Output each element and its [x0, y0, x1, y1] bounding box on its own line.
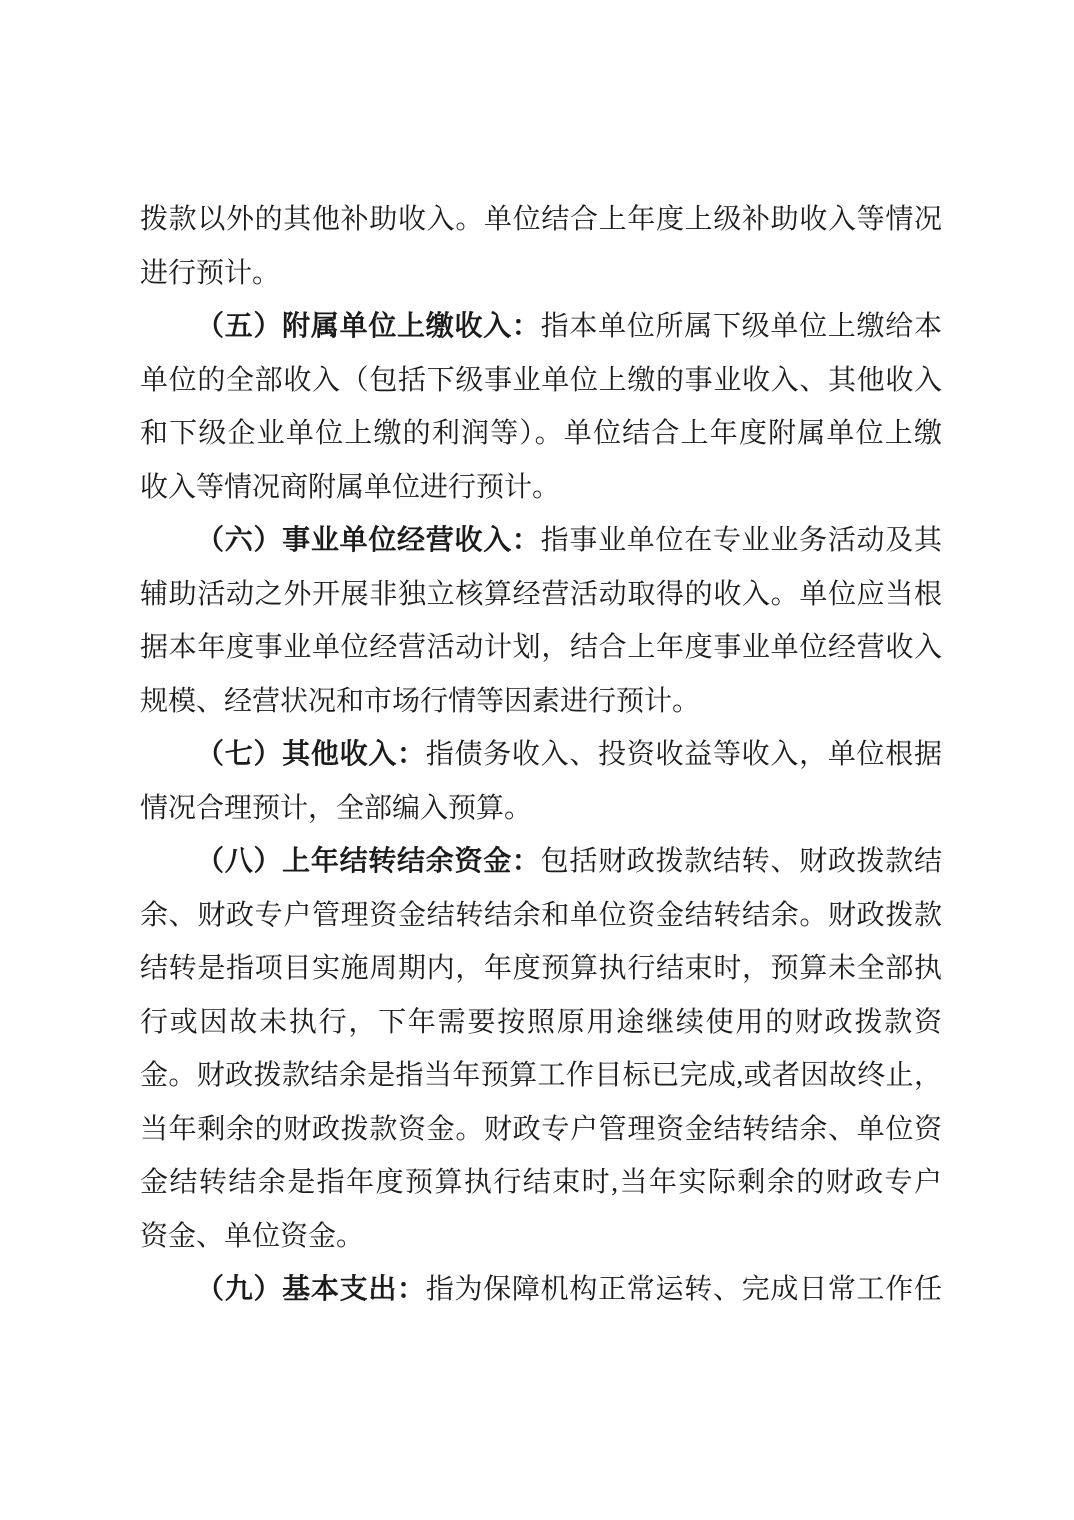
text-line: [140, 1103, 942, 1157]
body-text: 包括财政拨款结转、财政拨款结: [540, 846, 942, 877]
text-line: [140, 1049, 942, 1103]
body-text: 指债务收入、投资收益等收入，单位根据: [425, 739, 942, 770]
section-label: （五）附属单位上缴收入：: [196, 311, 541, 342]
body-text: 情况合理预计，全部编入预算。: [140, 792, 533, 824]
body-text: 资金、单位资金。: [140, 1220, 365, 1252]
section-label: （七）其他收入：: [196, 739, 426, 770]
body-text: 拨款以外的其他补助收入。单位结合上年度上级补助收入等情况: [140, 204, 942, 235]
section-label: （九）基本支出：: [196, 1274, 426, 1305]
text-line: [140, 407, 942, 461]
text-line: [140, 300, 942, 354]
body-text: 指本单位所属下级单位上缴给本: [540, 311, 942, 342]
text-line: [140, 782, 942, 836]
body-text: 进行预计。: [140, 257, 281, 289]
body-text: 余、财政专户管理资金结转结余和单位资金结转结余。财政拨款: [140, 899, 942, 931]
text-line: [140, 835, 942, 889]
text-line: [140, 247, 942, 301]
body-text: 辅助活动之外开展非独立核算经营活动取得的收入。单位应当根: [140, 578, 942, 610]
body-text: 行或因故未执行，下年需要按照原用途继续使用的财政拨款资: [140, 1006, 942, 1038]
text-line: [140, 514, 942, 568]
body-text: 据本年度事业单位经营活动计划，结合上年度事业单位经营收入: [140, 632, 942, 663]
body-text: 金结转结余是指年度预算执行结束时,当年实际剩余的财政专户: [140, 1167, 942, 1198]
text-line: [140, 942, 942, 996]
body-text: 当年剩余的财政拨款资金。财政专户管理资金结转结余、单位资: [140, 1113, 942, 1145]
text-line: [140, 193, 942, 247]
body-text: 金。财政拨款结余是指当年预算工作目标已完成,或者因故终止，: [140, 1060, 942, 1091]
text-line: [140, 675, 942, 729]
document-text-block: [140, 193, 942, 1317]
body-text: 结转是指项目实施周期内，年度预算执行结束时，预算未全部执: [140, 953, 942, 984]
body-text: 规模、经营状况和市场行情等因素进行预计。: [140, 685, 701, 717]
text-line: [140, 1210, 942, 1264]
text-line: [140, 889, 942, 943]
text-line: [140, 461, 942, 515]
body-text: 收入等情况商附属单位进行预计。: [140, 471, 561, 503]
body-text: 指事业单位在专业业务活动及其: [540, 525, 942, 556]
section-label: （六）事业单位经营收入：: [196, 525, 541, 556]
body-text: 单位的全部收入（包括下级事业单位上缴的事业收入、其他收入: [140, 364, 942, 396]
text-line: [140, 1156, 942, 1210]
body-text: 指为保障机构正常运转、完成日常工作任: [425, 1274, 942, 1305]
text-line: [140, 568, 942, 622]
text-line: [140, 354, 942, 408]
section-label: （八）上年结转结余资金：: [196, 846, 541, 877]
text-line: [140, 621, 942, 675]
text-line: [140, 1263, 942, 1317]
text-line: [140, 728, 942, 782]
body-text: 和下级企业单位上缴的利润等）。单位结合上年度附属单位上缴: [140, 418, 942, 449]
text-line: [140, 996, 942, 1050]
